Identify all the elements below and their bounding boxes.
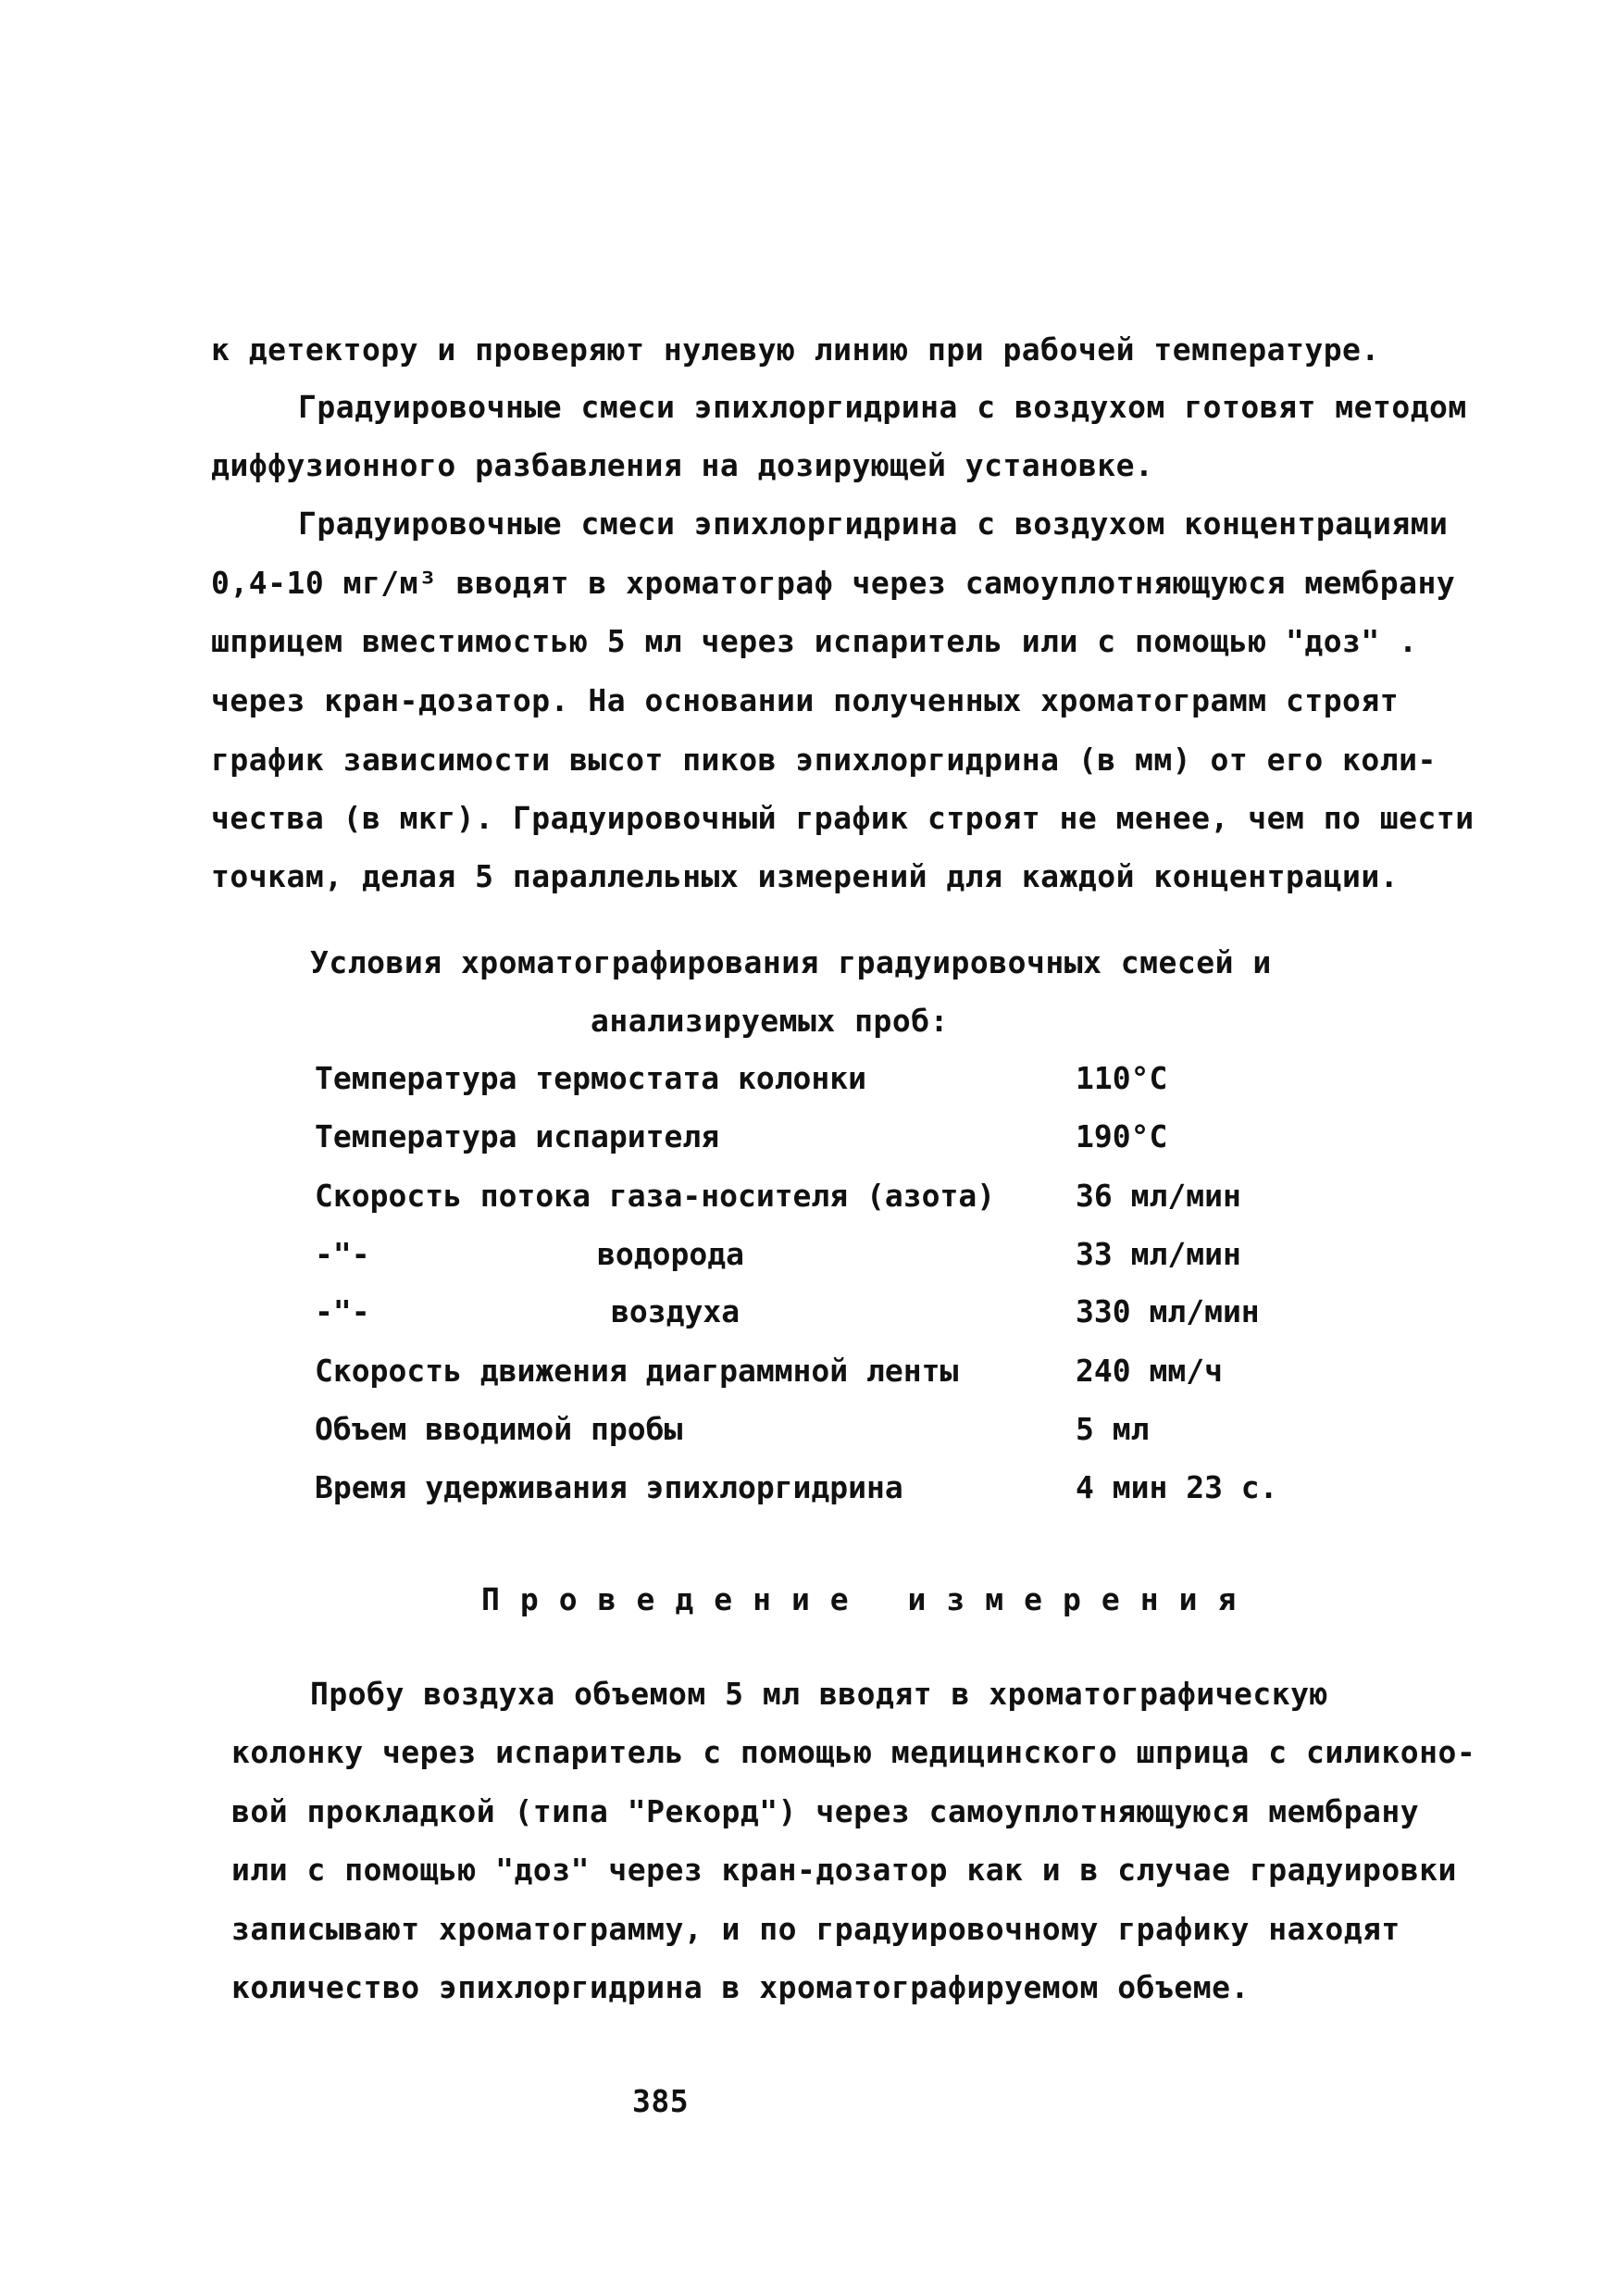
conditions-heading: Условия хроматографирования градуировочных смесей и: [310, 944, 1272, 980]
paragraph3-line: чества (в мкг). Градуировочный график строят не менее, чем по шести: [211, 800, 1475, 836]
condition-label: Скорость движения диаграммной ленты: [315, 1353, 959, 1389]
condition-ditto: -"-: [315, 1293, 370, 1329]
condition-value: 5 мл: [1076, 1411, 1150, 1447]
conditions-heading-cont: анализируемых проб:: [591, 1003, 949, 1039]
paragraph3-line: через кран-дозатор. На основании полученных хроматограмм строят: [211, 682, 1400, 718]
paragraph3-line: график зависимости высот пиков эпихлоргидрина (в мм) от его коли-: [211, 742, 1437, 778]
paragraph4-line: или с помощью "доз" через кран-дозатор как и в случае градуировки: [231, 1852, 1457, 1888]
condition-label: Скорость потока газа-носителя (азота): [315, 1178, 996, 1214]
paragraph4-line: Пробу воздуха объемом 5 мл вводят в хроматографическую: [310, 1676, 1328, 1712]
condition-value: 110°С: [1076, 1060, 1168, 1096]
paragraph4-line: колонку через испаритель с помощью медицинского шприца с силиконо-: [231, 1734, 1476, 1770]
condition-value: 240 мм/ч: [1076, 1353, 1223, 1389]
paragraph4-line: записывают хроматограмму, и по градуировочному графику находят: [231, 1911, 1400, 1947]
condition-value: 36 мл/мин: [1076, 1178, 1241, 1214]
condition-value: 4 мин 23 с.: [1076, 1469, 1278, 1505]
paragraph3-line: 0,4-10 мг/м³ вводят в хроматограф через самоуплотняющуюся мембрану: [211, 565, 1456, 601]
paragraph2-line: Градуировочные смеси эпихлоргидрина с воздухом готовят методом: [298, 389, 1467, 425]
condition-label: Время удерживания эпихлоргидрина: [315, 1469, 903, 1505]
condition-label: Объем вводимой пробы: [315, 1411, 683, 1447]
paragraph3-line: точкам, делая 5 параллельных измерений для каждой концентрации.: [211, 858, 1400, 894]
paragraph3-line: Градуировочные смеси эпихлоргидрина с воздухом концентрациями: [298, 505, 1449, 542]
condition-value: 190°С: [1076, 1118, 1168, 1154]
condition-value: 330 мл/мин: [1076, 1293, 1260, 1329]
condition-value: 33 мл/мин: [1076, 1236, 1241, 1272]
condition-sublabel: водорода: [597, 1236, 744, 1272]
page-number: 385: [632, 2083, 690, 2119]
paragraph4-line: количество эпихлоргидрина в хроматографируемом объеме.: [231, 1969, 1250, 2005]
condition-sublabel: воздуха: [611, 1293, 741, 1329]
paragraph1-line: к детектору и проверяют нулевую линию при рабочей температуре.: [211, 331, 1380, 368]
condition-ditto: -"-: [315, 1236, 370, 1272]
section-title: Проведение измерения: [481, 1581, 1257, 1617]
condition-label: Температура термостата колонки: [315, 1060, 867, 1096]
paragraph4-line: вой прокладкой (типа "Рекорд") через самоуплотняющуюся мембрану: [231, 1793, 1420, 1829]
paragraph2-line: диффузионного разбавления на дозирующей установке.: [211, 447, 1154, 483]
condition-label: Температура испарителя: [315, 1118, 720, 1154]
paragraph3-line: шприцем вместимостью 5 мл через испаритель или с помощью "доз" .: [211, 623, 1418, 659]
